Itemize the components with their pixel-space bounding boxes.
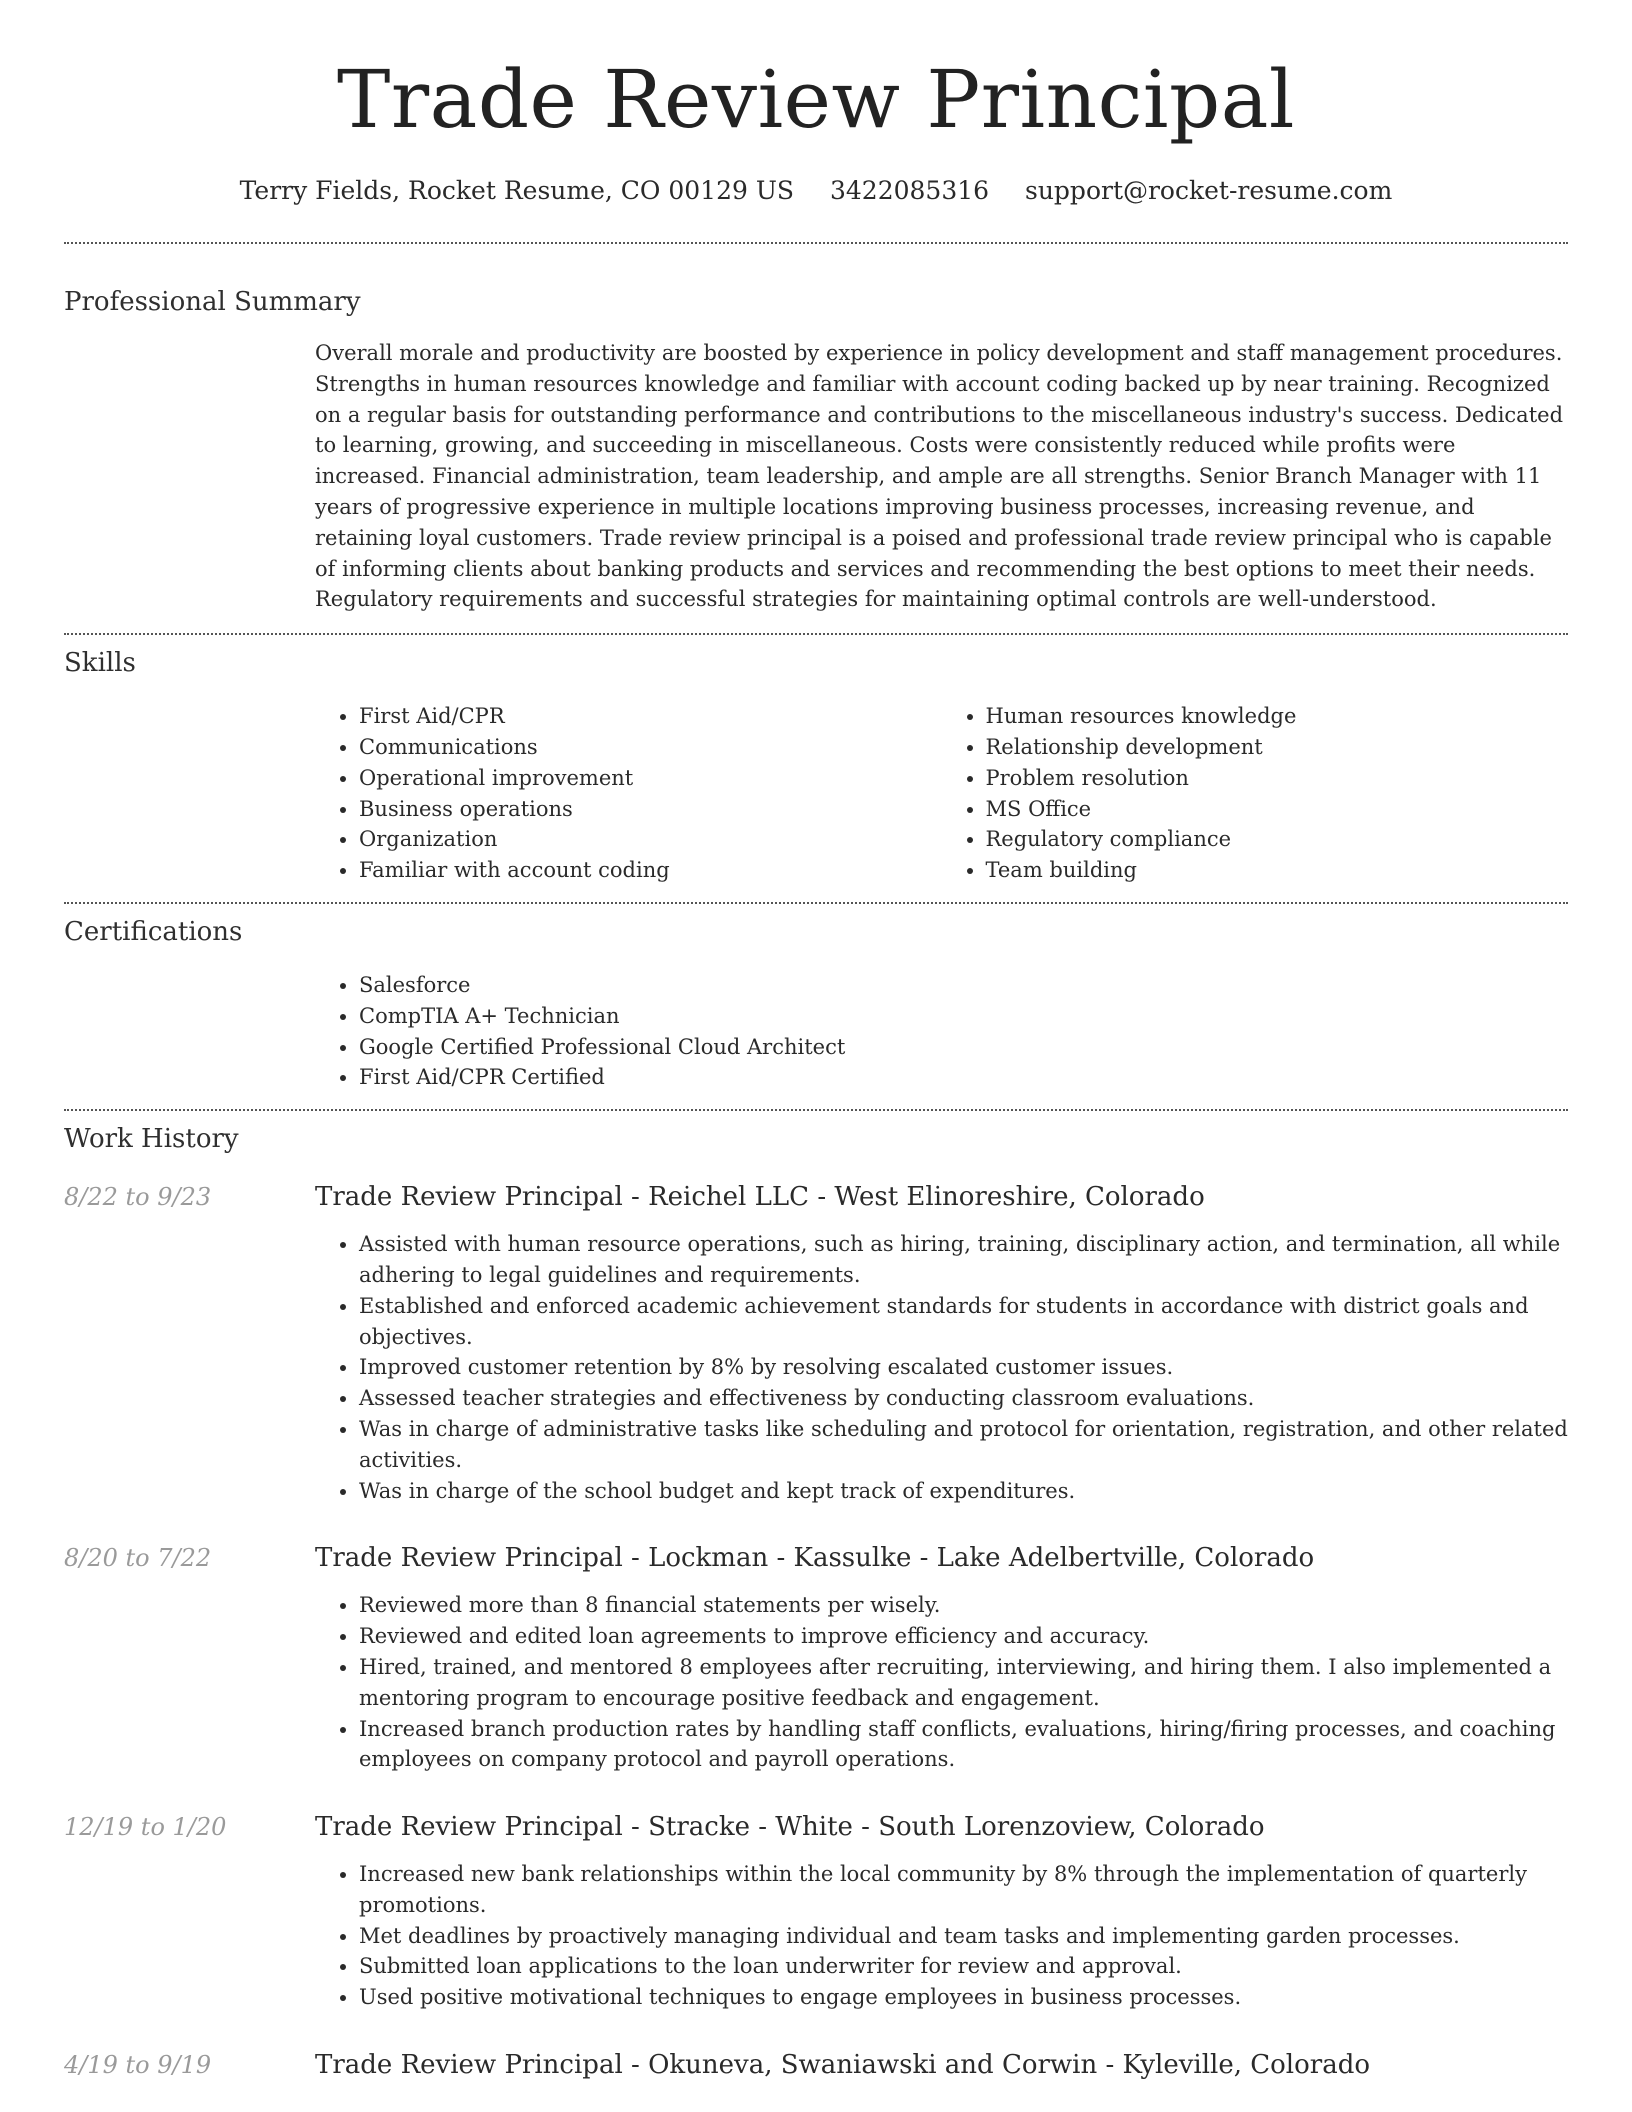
contact-address: Terry Fields, Rocket Resume, CO 00129 US	[239, 176, 795, 205]
job-body	[315, 1590, 1568, 1775]
job-dates: 8/20 to 7/22	[64, 1544, 212, 1573]
job-title: Trade Review Principal - Okuneva, Swaniawski and Corwin - Kyleville, Colorado	[315, 2050, 1371, 2081]
job-bullet: • Was in charge of administrative tasks like scheduling and protocol for orientation, registration, and other related activities.	[359, 1414, 1568, 1476]
skills-grid	[315, 701, 1568, 886]
job-dates: 8/22 to 9/23	[64, 1183, 212, 1212]
skills-list-left	[315, 701, 942, 886]
resume-name: Trade Review Principal	[337, 53, 1295, 146]
skills-title: Skills	[64, 648, 136, 679]
job-body	[315, 1229, 1568, 1506]
contact-line	[64, 174, 1568, 208]
job-bullet: • Assessed teacher strategies and effectiveness by conducting classroom evaluations.	[359, 1383, 1568, 1414]
job-dates: 12/19 to 1/20	[64, 1813, 227, 1842]
skill-item: • Organization	[359, 824, 942, 855]
contact-phone: 3422085316	[829, 176, 990, 205]
skill-item: • Problem resolution	[986, 763, 1569, 794]
job-bullet: • Was in charge of the school budget and kept track of expenditures.	[359, 1476, 1568, 1507]
certification-item: • CompTIA A+ Technician	[359, 1001, 1568, 1032]
skill-item: • Familiar with account coding	[359, 855, 942, 886]
job-bullet: • Established and enforced academic achievement standards for students in accordance with district goals and objectives.	[359, 1291, 1568, 1353]
job-bullet: • Assisted with human resource operations, such as hiring, training, disciplinary action, and termination, all while adhering to legal guidelines and requirements.	[359, 1229, 1568, 1291]
certification-item: • Google Certified Professional Cloud Architect	[359, 1032, 1568, 1063]
job-entry	[64, 1811, 1568, 2013]
job-bullets	[315, 1590, 1568, 1775]
skill-item: • MS Office	[986, 794, 1569, 825]
job-entry	[64, 1181, 1568, 1506]
skill-item: • Communications	[359, 732, 942, 763]
job-title: Trade Review Principal - Lockman - Kassulke - Lake Adelbertville, Colorado	[315, 1543, 1315, 1574]
skill-item: • Operational improvement	[359, 763, 942, 794]
certifications-body	[315, 970, 1568, 1093]
job-bullet: • Increased new bank relationships within the local community by 8% through the implementation of quarterly promotions.	[359, 1859, 1568, 1921]
skill-item: • Relationship development	[986, 732, 1569, 763]
contact-email: support@rocket-resume.com	[1025, 176, 1393, 205]
certification-item: • Salesforce	[359, 970, 1568, 1001]
job-title: Trade Review Principal - Reichel LLC - West Elinoreshire, Colorado	[315, 1182, 1205, 1213]
certifications-title: Certifications	[64, 916, 243, 947]
job-bullet: • Met deadlines by proactively managing individual and team tasks and implementing garden processes.	[359, 1921, 1568, 1952]
job-bullets	[315, 1859, 1568, 2013]
job-body	[315, 1859, 1568, 2013]
skill-item: • Business operations	[359, 794, 942, 825]
certification-item: • First Aid/CPR Certified	[359, 1062, 1568, 1093]
skill-item: • First Aid/CPR	[359, 701, 942, 732]
summary-text: Overall morale and productivity are boosted by experience in policy development and staff management procedures. Strengths in human resources knowledge and familiar with account coding backed up by near training. Recognized on a regular basis for outstanding performance and contributions to the miscellaneous industry's success. Dedicated to learning, growing, and succeeding in miscellaneous. Costs were consistently reduced while profits were increased. Financial administration, team leadership, and ample are all strengths. Senior Branch Manager with 11 years of progressive experience in multiple locations improving business processes, increasing revenue, and retaining loyal customers. Trade review principal is a poised and professional trade review principal who is capable of informing clients about banking products and services and recommending the best options to meet their needs. Regulatory requirements and successful strategies for maintaining optimal controls are well-understood.	[315, 341, 1564, 612]
job-entry	[64, 1542, 1568, 1775]
work-history-title: Work History	[64, 1124, 239, 1155]
job-bullet: • Used positive motivational techniques to engage employees in business processes.	[359, 1982, 1568, 2013]
skill-item: • Human resources knowledge	[986, 701, 1569, 732]
job-dates: 4/19 to 9/19	[64, 2051, 212, 2080]
skill-item: • Regulatory compliance	[986, 824, 1569, 855]
job-entry	[64, 2049, 1568, 2081]
skills-list-right	[942, 701, 1569, 886]
job-bullet: • Improved customer retention by 8% by resolving escalated customer issues.	[359, 1352, 1568, 1383]
job-bullet: • Hired, trained, and mentored 8 employees after recruiting, interviewing, and hiring them. I also implemented a mentoring program to encourage positive feedback and engagement.	[359, 1652, 1568, 1714]
summary-section	[64, 244, 1568, 615]
job-bullet: • Reviewed more than 8 financial statements per wisely.	[359, 1590, 1568, 1621]
skill-item: • Team building	[986, 855, 1569, 886]
skills-section	[64, 635, 1568, 886]
summary-title: Professional Summary	[64, 287, 361, 317]
certifications-list	[315, 970, 1568, 1093]
job-bullet: • Reviewed and edited loan agreements to improve efficiency and accuracy.	[359, 1621, 1568, 1652]
job-bullet: • Increased branch production rates by handling staff conflicts, evaluations, hiring/firing processes, and coaching employees on company protocol and payroll operations.	[359, 1714, 1568, 1776]
job-bullet: • Submitted loan applications to the loan underwriter for review and approval.	[359, 1951, 1568, 1982]
job-title: Trade Review Principal - Stracke - White - South Lorenzoview, Colorado	[315, 1812, 1265, 1843]
work-history-section	[64, 1111, 1568, 2081]
certifications-section	[64, 904, 1568, 1093]
job-bullets	[315, 1229, 1568, 1506]
resume-page	[64, 0, 1568, 2081]
